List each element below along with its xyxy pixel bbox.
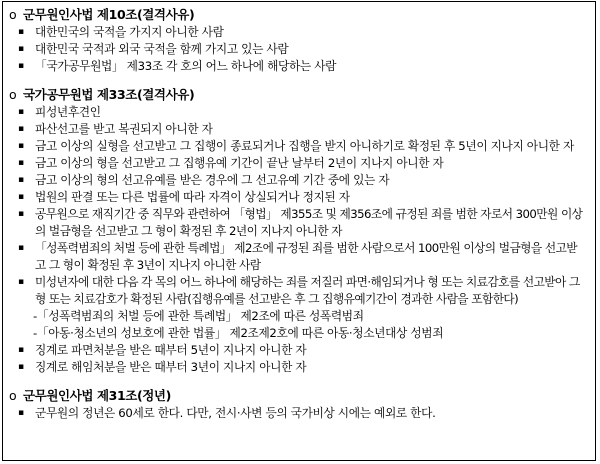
section-heading [9, 7, 587, 23]
list-item: ▪ 「국가공무원법」 제33조 각 호의 어느 하나에 해당하는 사람 [18, 59, 337, 73]
section-heading [9, 87, 587, 103]
square-bullet-icon: ▪ [18, 362, 24, 372]
square-bullet-icon: ▪ [18, 44, 24, 54]
list-item: ▪ 징계로 해임처분을 받은 때부터 3년이 지나지 아니한 자 [18, 360, 307, 374]
heading-text: 군무원인사법 제31조(정년) [23, 388, 171, 403]
list-item: ▪ 대한민국의 국적을 가지지 아니한 사람 [18, 25, 224, 39]
square-bullet-icon: ▪ [18, 175, 24, 185]
list-item: ▪ 군무원의 정년은 60세로 한다. 다만, 전시·사변 등의 국가비상 시에는 예외로 한다. [18, 406, 436, 420]
list-item: ▪ 징계로 파면처분을 받은 때부터 5년이 지나지 아니한 자 [18, 343, 307, 357]
square-bullet-icon: ▪ [18, 277, 24, 287]
document-frame [2, 1, 596, 461]
square-bullet-icon: ▪ [18, 124, 24, 134]
sub-list-item: -「아동·청소년의 성보호에 관한 법률」 제2조제2호에 따른 아동·청소년대상 성범죄 [33, 326, 444, 340]
list-item: ▪ 대한민국 국적과 외국 국적을 함께 가지고 있는 사람 [18, 42, 289, 56]
list-item: ▪ 공무원으로 재직기간 중 직무와 관련하여 「형법」 제355조 및 제356조에 규정된 죄를 범한 자로서 300만원 이상의 벌금형을 선고받고 그 형이 확정된 후 2년이 지나지 아니한 자 [18, 207, 583, 238]
list-item: ▪ 금고 이상의 실형을 선고받고 그 집행이 종료되거나 집행을 받지 아니하기로 확정된 후 5년이 지나지 아니한 자 [18, 139, 574, 153]
square-bullet-icon: ▪ [18, 61, 24, 71]
list-item: ▪ 미성년자에 대한 다음 각 목의 어느 하나에 해당하는 죄를 저질러 파면·해임되거나 형 또는 치료감호를 선고받아 그 형 또는 치료감호가 확정된 사람(집행유예를 선고받은 후 그 집행유예기간이 경과한 사람을 포함한다) [18, 275, 580, 306]
list-item: ▪ 법원의 판결 또는 다른 법률에 따라 자격이 상실되거나 정지된 자 [18, 190, 350, 204]
circle-marker-icon: o [9, 7, 17, 22]
square-bullet-icon: ▪ [18, 27, 24, 37]
heading-text: 국가공무원법 제33조(결격사유) [23, 87, 195, 102]
circle-marker-icon: o [9, 388, 17, 403]
section-retirement-age [9, 388, 587, 422]
list-item: ▪ 「성폭력범죄의 처벌 등에 관한 특례법」 제2조에 규정된 죄를 범한 사람으로서 100만원 이상의 벌금형을 선고받고 그 형이 확정된 후 3년이 지나지 아니한 사람 [18, 241, 578, 272]
square-bullet-icon: ▪ [18, 141, 24, 151]
section-military-civilian-disqualification [9, 7, 587, 75]
square-bullet-icon: ▪ [18, 158, 24, 168]
square-bullet-icon: ▪ [18, 408, 24, 418]
list-item: ▪ 금고 이상의 형의 선고유예를 받은 경우에 그 선고유예 기간 중에 있는 자 [18, 173, 390, 187]
list-item: ▪ 파산선고를 받고 복권되지 아니한 자 [18, 122, 213, 136]
sub-list-item: -「성폭력범죄의 처벌 등에 관한 특례법」 제2조에 따른 성폭력범죄 [33, 309, 364, 323]
section-heading [9, 388, 587, 404]
square-bullet-icon: ▪ [18, 243, 24, 253]
section-public-official-disqualification [9, 87, 587, 376]
heading-text: 군무원인사법 제10조(결격사유) [23, 7, 195, 22]
list-item: ▪ 피성년후견인 [18, 105, 101, 119]
square-bullet-icon: ▪ [18, 345, 24, 355]
square-bullet-icon: ▪ [18, 107, 24, 117]
circle-marker-icon: o [9, 87, 17, 102]
square-bullet-icon: ▪ [18, 209, 24, 219]
list-item: ▪ 금고 이상의 형을 선고받고 그 집행유예 기간이 끝난 날부터 2년이 지나지 아니한 자 [18, 156, 444, 170]
square-bullet-icon: ▪ [18, 192, 24, 202]
